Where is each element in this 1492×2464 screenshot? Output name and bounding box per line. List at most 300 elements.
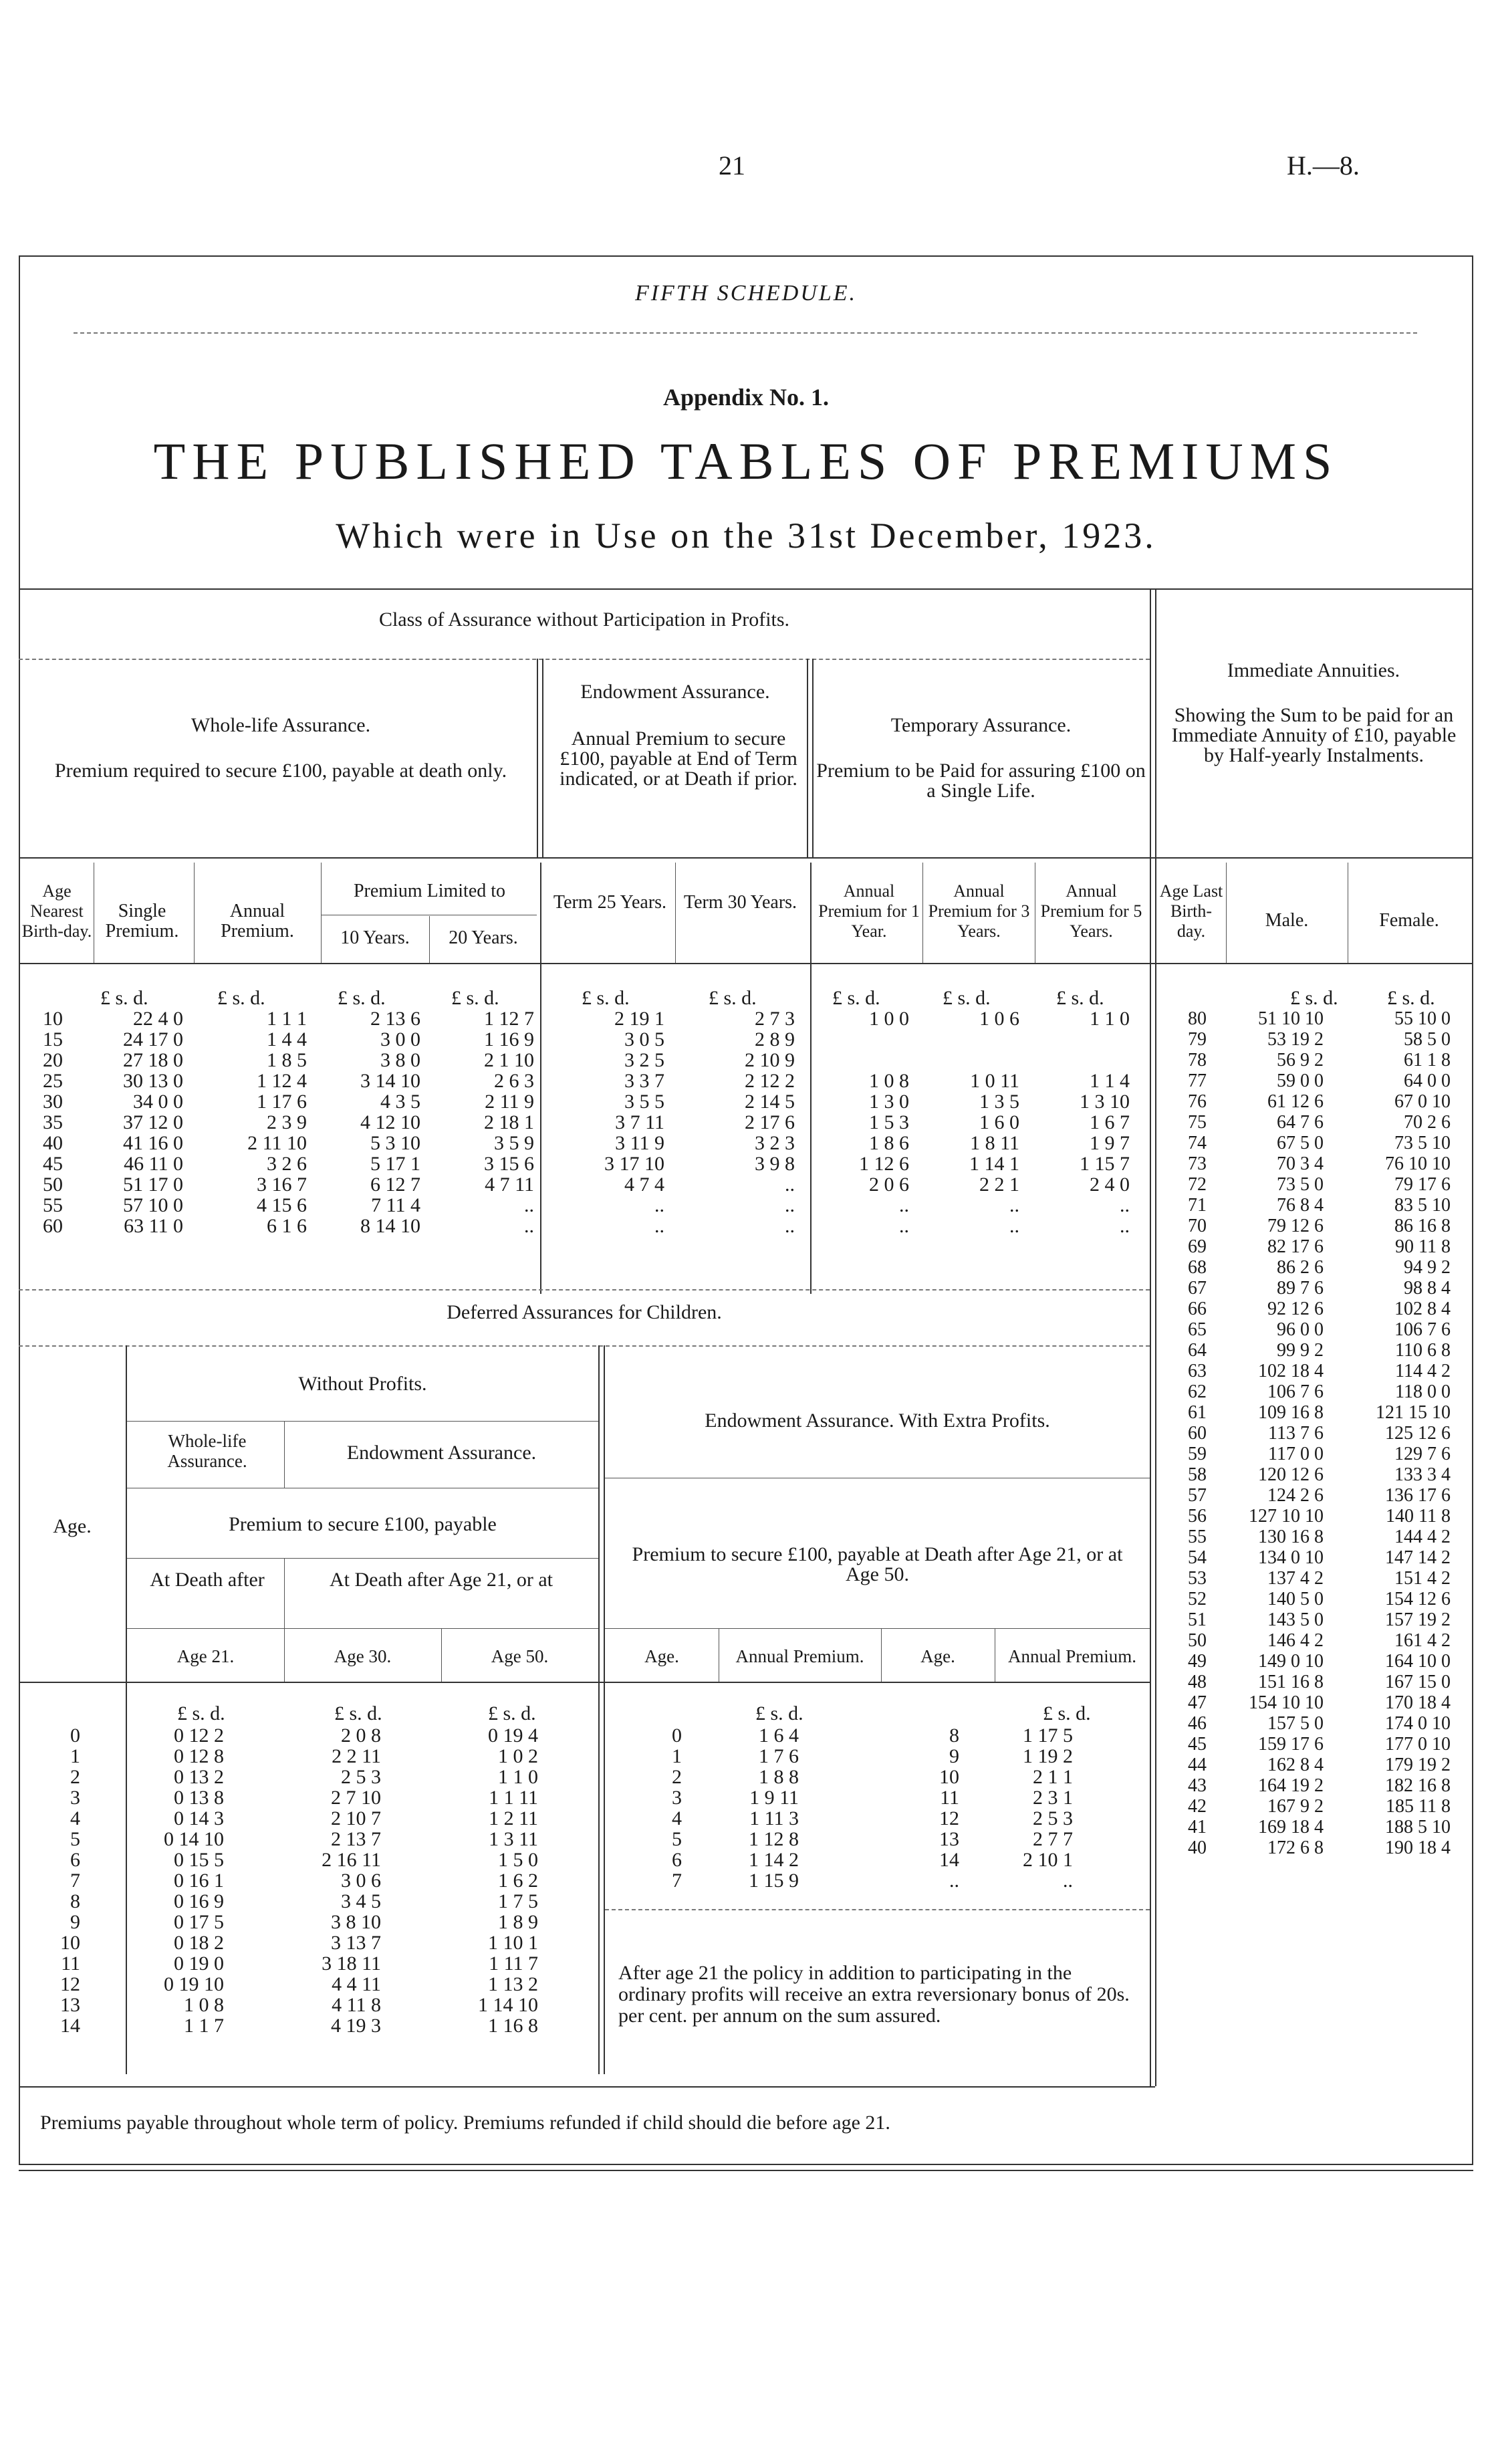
- table-row-cell: 45: [1188, 1734, 1207, 1755]
- table-row-cell: 98 8 4: [1404, 1278, 1451, 1299]
- table-row: [23, 1216, 795, 1236]
- table-row-cell: 89 7 6: [1277, 1278, 1324, 1299]
- table-row-cell: 71: [1188, 1195, 1207, 1216]
- table-row-cell: 4 19 3: [331, 2015, 381, 2037]
- table-row-cell: 25: [43, 1070, 63, 1092]
- table-row-cell: 79 17 6: [1394, 1174, 1451, 1195]
- table-row: [1166, 1672, 1451, 1692]
- table-row: [1166, 1050, 1451, 1071]
- divider: [194, 863, 195, 963]
- table-row-cell: 110 6 8: [1395, 1340, 1451, 1361]
- rule: [127, 1628, 598, 1629]
- table-row-cell: 3 0 6: [341, 1870, 381, 1892]
- table-row: [1166, 1837, 1451, 1858]
- table-row-cell: 2 6 3: [494, 1070, 534, 1092]
- table-row-cell: 45: [43, 1153, 63, 1175]
- table-row-cell: 90 11 8: [1395, 1236, 1451, 1257]
- table-row-cell: 2 17 6: [745, 1111, 795, 1133]
- table-row: [1166, 1464, 1451, 1485]
- table-row-cell: 2 8 9: [755, 1028, 795, 1050]
- age50-label: Age 50.: [491, 1646, 549, 1666]
- divider: [284, 1421, 285, 1488]
- table-row-cell: ..: [949, 1870, 959, 1892]
- table-row-cell: 117 0 0: [1268, 1444, 1324, 1464]
- rule: [19, 1682, 1150, 1683]
- table-row-cell: 11: [61, 1952, 80, 1975]
- table-row-cell: 10: [939, 1766, 959, 1788]
- table-row: [1166, 1133, 1451, 1153]
- table-row-cell: 44: [1188, 1755, 1207, 1775]
- table-row-cell: 78: [1188, 1050, 1207, 1071]
- table-row-cell: 7: [672, 1870, 682, 1892]
- table-row-cell: 0: [672, 1724, 682, 1747]
- divider: [429, 916, 430, 963]
- table-row-cell: 1 0 0: [869, 1008, 909, 1030]
- table-row-cell: 1 6 2: [498, 1870, 538, 1892]
- table-row-cell: 12: [939, 1807, 959, 1829]
- table-row-cell: ..: [524, 1194, 534, 1216]
- table-row: [822, 1133, 1130, 1153]
- table-row: [822, 1091, 1130, 1112]
- table-row-cell: 3 16 7: [257, 1173, 307, 1196]
- table-row-cell: 5: [70, 1828, 80, 1850]
- table-row-cell: 1 4 4: [267, 1028, 307, 1050]
- table-row-cell: 3 8 0: [380, 1049, 420, 1071]
- table-row-cell: [822, 1050, 909, 1071]
- extra-premium-col-label-2: Annual Premium.: [1008, 1646, 1136, 1666]
- table-row-cell: 1 3 0: [869, 1091, 909, 1113]
- table-row-cell: 0 16 1: [174, 1870, 224, 1892]
- table-row-cell: 4: [70, 1807, 80, 1829]
- table-row-cell: 56 9 2: [1277, 1050, 1324, 1071]
- table-row-cell: 2 2 1: [979, 1173, 1019, 1196]
- temporary-desc: Premium to be Paid for assuring £100 on a Single Life.: [816, 760, 1146, 802]
- table-row: [642, 1870, 1073, 1891]
- table-row: [1166, 1153, 1451, 1174]
- table-row-cell: 30 13 0: [123, 1070, 183, 1092]
- table-row: [1166, 1506, 1451, 1527]
- table-row-cell: 154 12 6: [1385, 1589, 1451, 1609]
- extra-age-label: Age.: [644, 1646, 679, 1666]
- table-row-cell: 1 12 6: [859, 1153, 909, 1175]
- table-row-cell: 13: [939, 1828, 959, 1850]
- table-row-cell: 58: [1188, 1464, 1207, 1485]
- table-row-cell: 3 18 11: [322, 1952, 381, 1975]
- table-row-cell: 76 10 10: [1385, 1153, 1451, 1174]
- table-row-cell: 3 17 10: [604, 1153, 664, 1175]
- table-row-cell: 161 4 2: [1394, 1630, 1451, 1651]
- table-row: [1166, 1734, 1451, 1755]
- table-row-cell: 147 14 2: [1385, 1547, 1451, 1568]
- table-row-cell: 172 6 8: [1267, 1837, 1324, 1858]
- table-row-cell: 0 14 3: [174, 1807, 224, 1829]
- table-row: [822, 1029, 1130, 1050]
- table-row-cell: 74: [1188, 1133, 1207, 1153]
- table-row-cell: 144 4 2: [1394, 1527, 1451, 1547]
- col-ap3: Annual Premium for 3 Years.: [928, 881, 1030, 941]
- table-row-cell: 124 2 6: [1267, 1485, 1324, 1506]
- table-row-cell: 48: [1188, 1672, 1207, 1692]
- table-row: [1166, 1568, 1451, 1589]
- table-row-cell: 57: [1188, 1485, 1207, 1506]
- table-row-cell: ..: [1120, 1215, 1130, 1237]
- table-row: [40, 1995, 538, 2015]
- table-row-cell: 61 1 8: [1404, 1050, 1451, 1071]
- table-row-cell: 52: [1188, 1589, 1207, 1609]
- table-row: [1166, 1796, 1451, 1817]
- table-row-cell: 58 5 0: [1404, 1029, 1451, 1050]
- table-row-cell: 30: [43, 1091, 63, 1113]
- table-row-cell: 4 4 11: [332, 1973, 381, 1995]
- table-row-cell: 55: [1188, 1527, 1207, 1547]
- divider: [807, 659, 808, 857]
- table-row-cell: 2 14 5: [745, 1091, 795, 1113]
- lsd-female: £ s. d.: [1387, 987, 1435, 1009]
- age21-label: Age 21.: [176, 1646, 235, 1666]
- whole-life-desc: Premium required to secure £100, payable at death only.: [54, 760, 507, 782]
- table-row-cell: 2 0 6: [869, 1173, 909, 1196]
- table-row-cell: 169 18 4: [1258, 1817, 1324, 1837]
- table-row-cell: 167 9 2: [1267, 1796, 1324, 1817]
- table-row-cell: 1 16 9: [484, 1028, 534, 1050]
- table-row-cell: 2 3 1: [1033, 1787, 1073, 1809]
- table-row-cell: 8: [949, 1724, 959, 1747]
- table-row: [40, 1870, 538, 1891]
- table-row-cell: [1019, 1050, 1130, 1071]
- table-row-cell: ..: [785, 1215, 795, 1237]
- table-row-cell: 67 0 10: [1394, 1091, 1451, 1112]
- table-row: [1166, 1008, 1451, 1029]
- table-row-cell: 62: [1188, 1381, 1207, 1402]
- table-row-cell: 114 4 2: [1395, 1361, 1451, 1381]
- table-row-cell: 50: [43, 1173, 63, 1196]
- table-row-cell: 8: [70, 1890, 80, 1912]
- table-row-cell: 0: [70, 1724, 80, 1747]
- table-row-cell: 59: [1188, 1444, 1207, 1464]
- table-row-cell: 1 0 11: [970, 1070, 1019, 1092]
- table-row: [40, 1746, 538, 1767]
- schedule-title: FIFTH SCHEDULE.: [634, 281, 858, 306]
- table-row-cell: 1 2 11: [489, 1807, 538, 1829]
- table-row-cell: 188 5 10: [1385, 1817, 1451, 1837]
- table-row-cell: 3 11 9: [615, 1132, 664, 1154]
- table-row: [23, 1153, 795, 1174]
- annuities-title: Immediate Annuities.: [1227, 659, 1400, 681]
- lsd-extra-2: £ s. d.: [1043, 1702, 1091, 1724]
- table-row: [40, 1767, 538, 1787]
- table-row-cell: 76 8 4: [1277, 1195, 1324, 1216]
- table-row-cell: 0 15 5: [174, 1849, 224, 1871]
- table-row: [822, 1050, 1130, 1071]
- table-row-cell: 134 0 10: [1258, 1547, 1324, 1568]
- table-row-cell: 1 17 6: [257, 1091, 307, 1113]
- table-row-cell: 8 14 10: [360, 1215, 420, 1237]
- table-row: [822, 1071, 1130, 1091]
- table-row-cell: 13: [60, 1994, 80, 2016]
- rule: [605, 1909, 1150, 1910]
- divider: [537, 659, 538, 857]
- table-row-cell: 3 13 7: [331, 1932, 381, 1954]
- table-row-cell: 136 17 6: [1385, 1485, 1451, 1506]
- table-row-cell: 179 19 2: [1385, 1755, 1451, 1775]
- children-table: [40, 1725, 538, 2036]
- table-row-cell: ..: [785, 1194, 795, 1216]
- table-row: [642, 1787, 1073, 1808]
- table-row: [40, 1912, 538, 1932]
- table-row-cell: 1 12 8: [749, 1828, 799, 1850]
- table-row-cell: 6 12 7: [370, 1173, 420, 1196]
- children-heading: Deferred Assurances for Children.: [447, 1301, 722, 1323]
- table-row-cell: ..: [654, 1215, 664, 1237]
- table-row-cell: 64: [1188, 1340, 1207, 1361]
- appendix-label: Appendix No. 1.: [662, 384, 830, 411]
- document-ref: H.—8.: [1287, 150, 1360, 181]
- table-row-cell: 3: [672, 1787, 682, 1809]
- table-row-cell: 1 0 8: [869, 1070, 909, 1092]
- table-row-cell: 146 4 2: [1267, 1630, 1324, 1651]
- table-row-cell: 4 12 10: [360, 1111, 420, 1133]
- col-age-last: Age Last Birth-day.: [1159, 881, 1223, 941]
- table-row-cell: ..: [899, 1194, 909, 1216]
- table-row-cell: 69: [1188, 1236, 1207, 1257]
- table-row-cell: 5 3 10: [370, 1132, 420, 1154]
- table-row: [1166, 1381, 1451, 1402]
- table-row: [642, 1767, 1073, 1787]
- table-row-cell: 0 12 2: [174, 1724, 224, 1747]
- table-row-cell: 0 12 8: [174, 1745, 224, 1767]
- table-row: [1166, 1319, 1451, 1340]
- table-row-cell: 4: [672, 1807, 682, 1829]
- table-row-cell: 79 12 6: [1267, 1216, 1324, 1236]
- table-row-cell: 1 1 7: [184, 2015, 224, 2037]
- table-row: [23, 1071, 795, 1091]
- table-row-cell: 185 11 8: [1386, 1796, 1451, 1817]
- rule: [19, 1345, 1150, 1347]
- table-row-cell: 1 8 9: [498, 1911, 538, 1933]
- table-row-cell: 2 11 9: [485, 1091, 534, 1113]
- table-row-cell: 1 8 11: [970, 1132, 1019, 1154]
- table-row: [1166, 1651, 1451, 1672]
- table-row-cell: 170 18 4: [1385, 1692, 1451, 1713]
- table-row-cell: 1 11 7: [489, 1952, 538, 1975]
- table-row-cell: 129 7 6: [1394, 1444, 1451, 1464]
- table-row: [40, 2015, 538, 2036]
- table-row: [23, 1133, 795, 1153]
- table-row-cell: 59 0 0: [1277, 1071, 1324, 1091]
- table-row-cell: 2 2 11: [332, 1745, 381, 1767]
- table-row-cell: 167 15 0: [1385, 1672, 1451, 1692]
- table-row-cell: ..: [899, 1215, 909, 1237]
- lsd-term30: £ s. d.: [709, 987, 757, 1009]
- table-row-cell: 96 0 0: [1277, 1319, 1324, 1340]
- table-row: [822, 1112, 1130, 1133]
- table-row-cell: 1 0 2: [498, 1745, 538, 1767]
- table-row-cell: 143 5 0: [1267, 1609, 1324, 1630]
- table-row-cell: 63 11 0: [124, 1215, 183, 1237]
- table-row: [1166, 1485, 1451, 1506]
- table-row-cell: 70: [1188, 1216, 1207, 1236]
- table-row-cell: 67 5 0: [1277, 1133, 1324, 1153]
- age30-label: Age 30.: [334, 1646, 392, 1666]
- table-row: [822, 1195, 1130, 1216]
- table-row: [23, 1174, 795, 1195]
- whole-life-title: Whole-life Assurance.: [191, 714, 371, 736]
- lsd-ap5: £ s. d.: [1056, 987, 1104, 1009]
- table-row: [1166, 1216, 1451, 1236]
- table-row-cell: 2 1 1: [1033, 1766, 1073, 1788]
- table-row-cell: 53: [1188, 1568, 1207, 1589]
- table-row-cell: 164 10 0: [1385, 1651, 1451, 1672]
- table-row-cell: 1 5 0: [498, 1849, 538, 1871]
- table-row-cell: 54: [1188, 1547, 1207, 1568]
- table-row-cell: 60: [43, 1215, 63, 1237]
- temporary-title: Temporary Assurance.: [890, 714, 1072, 736]
- table-row-cell: 1: [70, 1745, 80, 1767]
- table-row-cell: 9: [70, 1911, 80, 1933]
- table-row-cell: 102 8 4: [1394, 1299, 1451, 1319]
- table-row-cell: 1 9 11: [749, 1787, 799, 1809]
- table-row-cell: 15: [43, 1028, 63, 1050]
- table-row-cell: 14: [60, 2015, 80, 2037]
- col-single: Single Premium.: [105, 901, 179, 941]
- table-row-cell: 76: [1188, 1091, 1207, 1112]
- table-row-cell: 0 19 4: [488, 1724, 538, 1747]
- endowment-desc: Annual Premium to secure £100, payable at End of Term indicated, or at Death if prior.: [560, 727, 797, 790]
- table-row-cell: 2 18 1: [484, 1111, 534, 1133]
- table-row-cell: 79: [1188, 1029, 1207, 1050]
- col-limited: Premium Limited to: [353, 881, 506, 901]
- table-row-cell: 14: [939, 1849, 959, 1871]
- table-row-cell: 99 9 2: [1277, 1340, 1324, 1361]
- table-row: [1166, 1029, 1451, 1050]
- table-row: [1166, 1340, 1451, 1361]
- table-row-cell: 64 0 0: [1404, 1071, 1451, 1091]
- table-row-cell: 4 3 5: [380, 1091, 420, 1113]
- lsd-20yrs: £ s. d.: [451, 987, 499, 1009]
- table-row-cell: 127 10 10: [1249, 1506, 1324, 1527]
- table-row: [1166, 1257, 1451, 1278]
- table-row-cell: 42: [1188, 1796, 1207, 1817]
- divider: [812, 659, 814, 857]
- table-row-cell: 3: [70, 1787, 80, 1809]
- table-row-cell: 1 11 3: [749, 1807, 799, 1829]
- table-row-cell: 1 6 0: [979, 1111, 1019, 1133]
- table-row-cell: 2 16 11: [322, 1849, 381, 1871]
- table-row-cell: 1 0 8: [184, 1994, 224, 2016]
- table-row-cell: 73 5 10: [1394, 1133, 1451, 1153]
- table-row-cell: 0 16 9: [174, 1890, 224, 1912]
- table-row-cell: 55 10 0: [1394, 1008, 1451, 1029]
- table-row-cell: 40: [43, 1132, 63, 1154]
- rule: [74, 332, 1417, 334]
- table-row: [1166, 1713, 1451, 1734]
- table-row-cell: 70 3 4: [1277, 1153, 1324, 1174]
- table-row-cell: 3 9 8: [755, 1153, 795, 1175]
- endowment-title: Endowment Assurance.: [580, 681, 770, 703]
- table-row-cell: 1 14 10: [478, 1994, 538, 2016]
- table-row-cell: 2 10 1: [1023, 1849, 1073, 1871]
- rule: [19, 588, 1473, 590]
- table-row: [1166, 1091, 1451, 1112]
- table-row-cell: 4 11 8: [332, 1994, 381, 2016]
- table-row-cell: 3 0 5: [624, 1028, 664, 1050]
- table-row-cell: 72: [1188, 1174, 1207, 1195]
- wl-label: Whole-life Assurance.: [167, 1431, 247, 1471]
- table-row-cell: 2 10 7: [331, 1807, 381, 1829]
- table-row-cell: 109 16 8: [1258, 1402, 1324, 1423]
- table-row: [40, 1787, 538, 1808]
- table-row: [1166, 1278, 1451, 1299]
- table-row-cell: 0 19 10: [164, 1973, 224, 1995]
- table-row-cell: 2 7 10: [331, 1787, 381, 1809]
- table-row: [1166, 1630, 1451, 1651]
- table-row-cell: 2 10 9: [745, 1049, 795, 1071]
- table-row-cell: 27 18 0: [123, 1049, 183, 1071]
- main-title: THE PUBLISHED TABLES OF PREMIUMS: [153, 432, 1339, 490]
- table-row-cell: 174 0 10: [1385, 1713, 1451, 1734]
- children-age-label: Age.: [53, 1515, 92, 1537]
- table-row-cell: 2 19 1: [614, 1008, 664, 1030]
- col-term30: Term 30 Years.: [683, 892, 797, 913]
- col-term25: Term 25 Years.: [553, 892, 667, 913]
- table-row: [1166, 1361, 1451, 1381]
- table-row-cell: 140 5 0: [1267, 1589, 1324, 1609]
- endow-label: Endowment Assurance.: [346, 1442, 537, 1464]
- table-row: [40, 1808, 538, 1829]
- table-row-cell: ..: [1009, 1215, 1019, 1237]
- table-row-cell: 22 4 0: [133, 1008, 183, 1030]
- table-row-cell: 73 5 0: [1277, 1174, 1324, 1195]
- table-row-cell: 1 17 5: [1023, 1724, 1073, 1747]
- lsd-ap1: £ s. d.: [832, 987, 880, 1009]
- table-row-cell: 0 18 2: [174, 1932, 224, 1954]
- table-row: [642, 1829, 1073, 1850]
- rule: [19, 857, 1473, 859]
- subtitle: Which were in Use on the 31st December, 1923.: [336, 516, 1156, 556]
- table-row: [642, 1808, 1073, 1829]
- table-row: [822, 1008, 1130, 1029]
- table-row-cell: 1 3 11: [489, 1828, 538, 1850]
- table-row-cell: ..: [1009, 1194, 1019, 1216]
- class-heading: Class of Assurance without Participation in Profits.: [378, 608, 790, 631]
- table-row: [1166, 1299, 1451, 1319]
- table-row-cell: 41 16 0: [123, 1132, 183, 1154]
- table-row-cell: 0 17 5: [174, 1911, 224, 1933]
- at-death-after-label: At Death after: [150, 1569, 265, 1591]
- table-row-cell: 154 10 10: [1249, 1692, 1324, 1713]
- table-row-cell: 60: [1188, 1423, 1207, 1444]
- annuity-table: [1166, 1008, 1451, 1858]
- table-row: [23, 1008, 795, 1029]
- lsd-annual: £ s. d.: [217, 987, 265, 1009]
- table-row: [642, 1746, 1073, 1767]
- col-male: Male.: [1265, 910, 1309, 931]
- table-row-cell: 41: [1188, 1817, 1207, 1837]
- table-row-cell: 35: [43, 1111, 63, 1133]
- at-death-age21-label: At Death after Age 21, or at: [329, 1569, 553, 1591]
- col-10yrs: 10 Years.: [340, 927, 410, 948]
- table-row-cell: 190 18 4: [1385, 1837, 1451, 1858]
- table-row-cell: 55: [43, 1194, 63, 1216]
- table-row-cell: 70 2 6: [1404, 1112, 1451, 1133]
- table-row-cell: 2 7 7: [1033, 1828, 1073, 1850]
- table-row-cell: [1019, 1029, 1130, 1050]
- table-row-cell: 164 19 2: [1258, 1775, 1324, 1796]
- divider: [922, 863, 923, 963]
- table-row-cell: 106 7 6: [1267, 1381, 1324, 1402]
- rule: [127, 1558, 598, 1559]
- rule: [19, 659, 1150, 660]
